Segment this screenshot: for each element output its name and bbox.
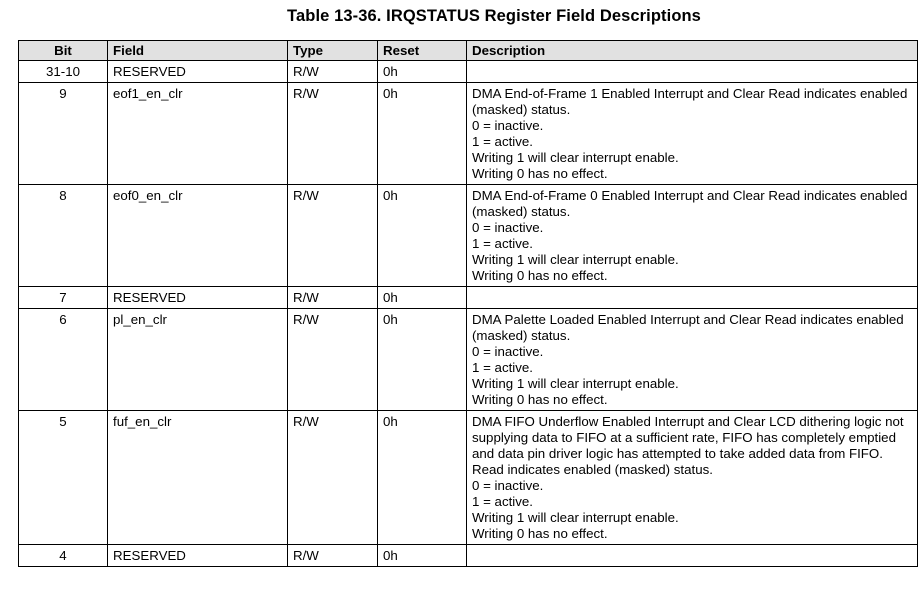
cell-bit: 5 (19, 411, 108, 545)
cell-reset: 0h (378, 287, 467, 309)
column-header-description: Description (467, 41, 918, 61)
description-line: 1 = active. (472, 134, 533, 149)
cell-field: RESERVED (108, 61, 288, 83)
cell-field: eof0_en_clr (108, 185, 288, 287)
cell-reset: 0h (378, 411, 467, 545)
column-header-bit: Bit (19, 41, 108, 61)
cell-field: RESERVED (108, 545, 288, 567)
description-line: Read indicates enabled (masked) status. (472, 462, 713, 477)
description-line: DMA End-of-Frame 1 Enabled Interrupt and Clear Read indicates enabled (masked) status. (472, 86, 908, 117)
cell-description (467, 185, 918, 287)
cell-description (467, 545, 918, 567)
table-row (19, 545, 918, 567)
cell-bit: 4 (19, 545, 108, 567)
description-line: Writing 0 has no effect. (472, 166, 608, 181)
description-line: Writing 1 will clear interrupt enable. (472, 376, 679, 391)
cell-description (467, 61, 918, 83)
column-header-field: Field (108, 41, 288, 61)
cell-bit: 8 (19, 185, 108, 287)
table-row (19, 309, 918, 411)
cell-description (467, 309, 918, 411)
cell-type: R/W (288, 287, 378, 309)
table-row (19, 185, 918, 287)
description-line: DMA End-of-Frame 0 Enabled Interrupt and Clear Read indicates enabled (masked) status. (472, 188, 908, 219)
cell-reset: 0h (378, 83, 467, 185)
cell-bit: 6 (19, 309, 108, 411)
cell-type: R/W (288, 411, 378, 545)
description-line: Writing 1 will clear interrupt enable. (472, 150, 679, 165)
description-line: 0 = inactive. (472, 478, 544, 493)
description-line: DMA Palette Loaded Enabled Interrupt and Clear Read indicates enabled (masked) status. (472, 312, 904, 343)
cell-reset: 0h (378, 309, 467, 411)
description-line: 0 = inactive. (472, 344, 544, 359)
column-header-type: Type (288, 41, 378, 61)
table-row (19, 287, 918, 309)
cell-field: eof1_en_clr (108, 83, 288, 185)
cell-description (467, 83, 918, 185)
cell-reset: 0h (378, 545, 467, 567)
cell-description (467, 411, 918, 545)
table-title: Table 13-36. IRQSTATUS Register Field Descriptions (287, 7, 701, 25)
cell-description (467, 287, 918, 309)
table-row (19, 83, 918, 185)
cell-reset: 0h (378, 61, 467, 83)
table-header-row (19, 41, 918, 61)
cell-type: R/W (288, 545, 378, 567)
description-line: 0 = inactive. (472, 118, 544, 133)
table-row (19, 61, 918, 83)
table-body (19, 61, 918, 567)
column-header-reset: Reset (378, 41, 467, 61)
register-field-table (18, 40, 918, 567)
cell-field: fuf_en_clr (108, 411, 288, 545)
description-line: DMA FIFO Underflow Enabled Interrupt and Clear LCD dithering logic not supplying data to FIFO at a sufficient rate, FIFO has completely emptied and data pin driver logic has attempted to take added data from FIFO. (472, 414, 904, 461)
cell-bit: 9 (19, 83, 108, 185)
description-line: Writing 0 has no effect. (472, 268, 608, 283)
description-line: 1 = active. (472, 360, 533, 375)
cell-field: pl_en_clr (108, 309, 288, 411)
description-line: 1 = active. (472, 236, 533, 251)
description-line: 1 = active. (472, 494, 533, 509)
description-line: 0 = inactive. (472, 220, 544, 235)
cell-type: R/W (288, 185, 378, 287)
description-line: Writing 1 will clear interrupt enable. (472, 510, 679, 525)
cell-reset: 0h (378, 185, 467, 287)
description-line: Writing 0 has no effect. (472, 526, 608, 541)
cell-type: R/W (288, 309, 378, 411)
table-row (19, 411, 918, 545)
description-line: Writing 1 will clear interrupt enable. (472, 252, 679, 267)
cell-type: R/W (288, 83, 378, 185)
cell-bit: 31-10 (19, 61, 108, 83)
cell-bit: 7 (19, 287, 108, 309)
cell-field: RESERVED (108, 287, 288, 309)
cell-type: R/W (288, 61, 378, 83)
description-line: Writing 0 has no effect. (472, 392, 608, 407)
